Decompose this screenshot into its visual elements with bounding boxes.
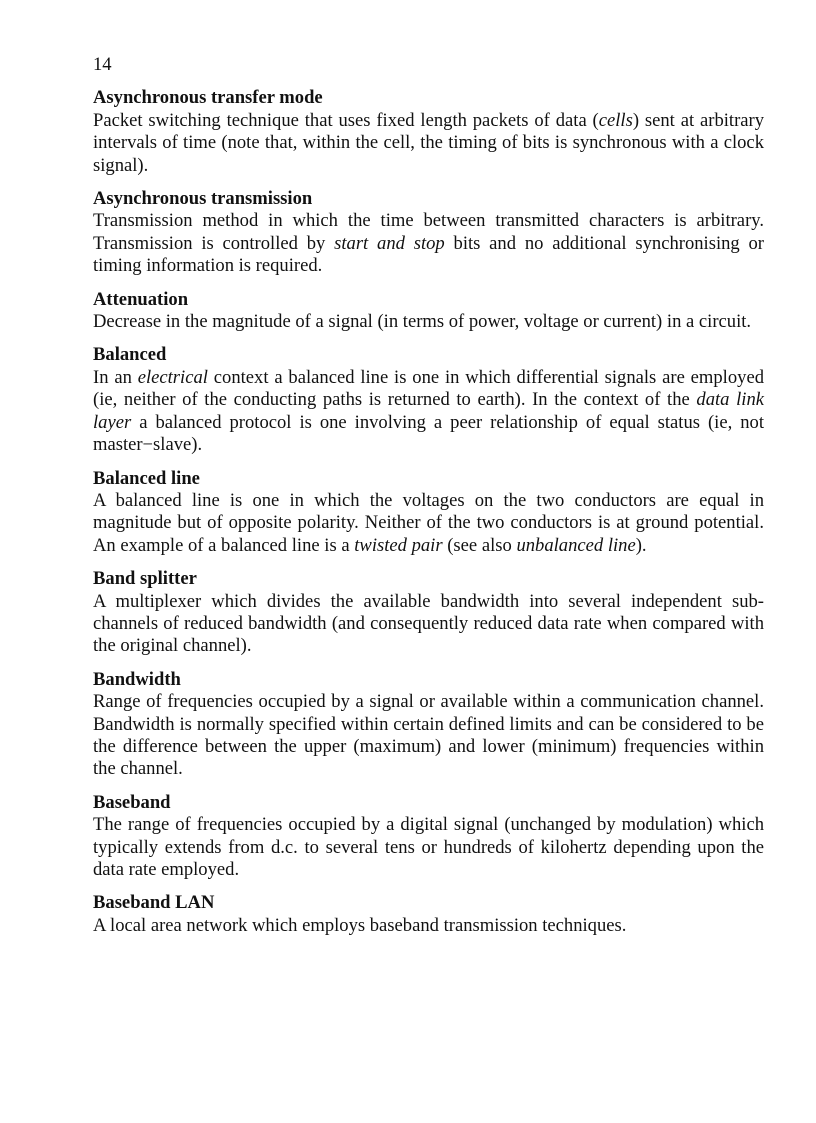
entry-term: Balanced [93, 344, 167, 366]
entry-definition [93, 915, 764, 937]
entry-definition [93, 814, 764, 881]
entry-definition [93, 367, 764, 457]
glossary-entry-bandwidth [93, 669, 764, 781]
glossary-page [93, 54, 764, 948]
entry-term: Asynchronous transmission [93, 188, 313, 210]
entry-definition [93, 591, 764, 658]
definition-italic-text: electrical [137, 366, 208, 388]
page-number: 14 [93, 54, 112, 75]
definition-text: Range of frequencies occupied by a signal or available within a communication channel. Bandwidth is normally specified within certain defined limits and can be considered to be the difference between the upper (maximum) and lower (minimum) frequencies within the channel. [93, 691, 764, 780]
entry-definition [93, 110, 764, 177]
definition-italic-text: data link layer [93, 389, 764, 433]
definition-text: The range of frequencies occupied by a digital signal (unchanged by modulation) which typically extends from d.c. to several tens or hundreds of kilohertz depending upon the data rate employed. [93, 814, 764, 880]
definition-text: a balanced protocol is one involving a peer relationship of equal status (ie, not master−slave). [93, 411, 764, 456]
definition-italic-text: unbalanced line [516, 534, 636, 556]
entry-definition [93, 490, 764, 557]
entry-term: Bandwidth [93, 668, 181, 690]
entry-term: Attenuation [93, 288, 189, 310]
definition-text: A local area network which employs baseband transmission techniques. [93, 914, 627, 936]
definition-text: Decrease in the magnitude of a signal (in terms of power, voltage or current) in a circuit. [93, 311, 752, 333]
entry-term: Band splitter [93, 568, 197, 590]
entry-term: Asynchronous transfer mode [93, 87, 323, 109]
definition-text: (see also [442, 534, 517, 556]
entry-term: Balanced line [93, 467, 200, 489]
glossary-entry-baseband [93, 792, 764, 882]
definition-italic-text: cells [598, 109, 633, 131]
glossary-entry-asynchronous-transmission [93, 188, 764, 278]
definition-italic-text: twisted pair [354, 534, 443, 556]
glossary-entry-asynchronous-transfer-mode [93, 87, 764, 177]
definition-italic-text: start and stop [334, 232, 445, 254]
definition-text: bits and no additional synchronising or timing information is required. [93, 232, 764, 277]
definition-text: Transmission method in which the time between transmitted characters is arbitrary. Transmission is controlled by [93, 210, 764, 254]
definition-text: Packet switching technique that uses fixed length packets of data ( [93, 109, 599, 131]
entry-definition [93, 210, 764, 277]
entry-definition [93, 691, 764, 781]
entry-definition [93, 311, 764, 333]
definition-text: context a balanced line is one in which differential signals are employed (ie, neither of the conducting paths is returned to earth). In the context of the [93, 366, 764, 411]
definition-text: In an [93, 366, 138, 388]
glossary-entry-balanced-line [93, 468, 764, 558]
glossary-entry-baseband-lan [93, 892, 764, 937]
glossary-entry-band-splitter [93, 568, 764, 658]
glossary-entry-balanced [93, 344, 764, 456]
glossary-entry-attenuation [93, 289, 764, 334]
entry-term: Baseband [93, 791, 171, 813]
definition-text: A balanced line is one in which the voltages on the two conductors are equal in magnitude but of opposite polarity. Neither of the two conductors is at ground potential. An example of a balanced line is a [93, 489, 764, 556]
definition-text: A multiplexer which divides the available bandwidth into several independent sub-channels of reduced bandwidth (and consequently reduced data rate when compared with the original channel). [93, 590, 764, 657]
definition-text: ). [635, 534, 647, 556]
definition-text: ) sent at arbitrary intervals of time (note that, within the cell, the timing of bits is synchronous with a clock signal). [93, 109, 764, 176]
entry-term: Baseband LAN [93, 892, 215, 914]
